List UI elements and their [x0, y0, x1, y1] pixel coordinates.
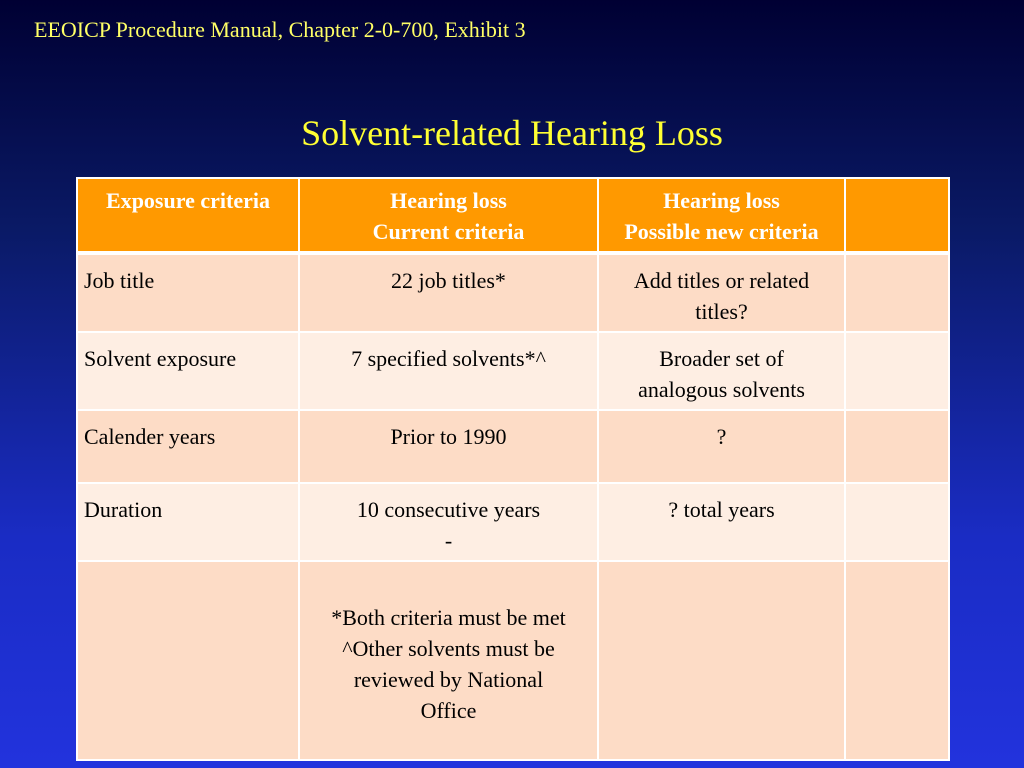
possible-criteria-cell: Add titles or related titles?	[598, 253, 845, 332]
criteria-table	[76, 177, 950, 761]
column-header-exposure-criteria: Exposure criteria	[77, 178, 299, 253]
footnote-line: *Both criteria must be met	[331, 604, 566, 630]
column-header-blank	[845, 178, 949, 253]
table-row	[77, 410, 949, 483]
table-header-row	[77, 178, 949, 253]
empty-cell	[845, 561, 949, 760]
footnotes-cell	[299, 561, 598, 760]
possible-criteria-cell: Broader set of analogous solvents	[598, 332, 845, 410]
empty-cell	[598, 561, 845, 760]
empty-cell	[77, 561, 299, 760]
footnote-line: reviewed by National	[353, 666, 544, 692]
current-criteria-cell: 10 consecutive years -	[299, 483, 598, 561]
column-header-possible-new-criteria: Hearing loss Possible new criteria	[598, 178, 845, 253]
possible-criteria-cell: ? total years	[598, 483, 845, 561]
possible-criteria-cell: ?	[598, 410, 845, 483]
notes-row	[77, 561, 949, 760]
table-row	[77, 332, 949, 410]
extra-cell	[845, 332, 949, 410]
slide-title: Solvent-related Hearing Loss	[301, 113, 723, 153]
document-reference: EEOICP Procedure Manual, Chapter 2-0-700, Exhibit 3	[34, 17, 526, 42]
criteria-cell: Duration	[77, 483, 299, 561]
extra-cell	[845, 483, 949, 561]
extra-cell	[845, 253, 949, 332]
criteria-cell: Solvent exposure	[77, 332, 299, 410]
table-row	[77, 483, 949, 561]
criteria-cell: Calender years	[77, 410, 299, 483]
criteria-cell: Job title	[77, 253, 299, 332]
footnote-line: Office	[420, 697, 477, 723]
current-criteria-cell: 7 specified solvents*^	[299, 332, 598, 410]
extra-cell	[845, 410, 949, 483]
footnote-line: ^Other solvents must be	[342, 635, 555, 661]
current-criteria-cell: 22 job titles*	[299, 253, 598, 332]
table-row	[77, 253, 949, 332]
current-criteria-cell: Prior to 1990	[299, 410, 598, 483]
column-header-current-criteria: Hearing loss Current criteria	[299, 178, 598, 253]
